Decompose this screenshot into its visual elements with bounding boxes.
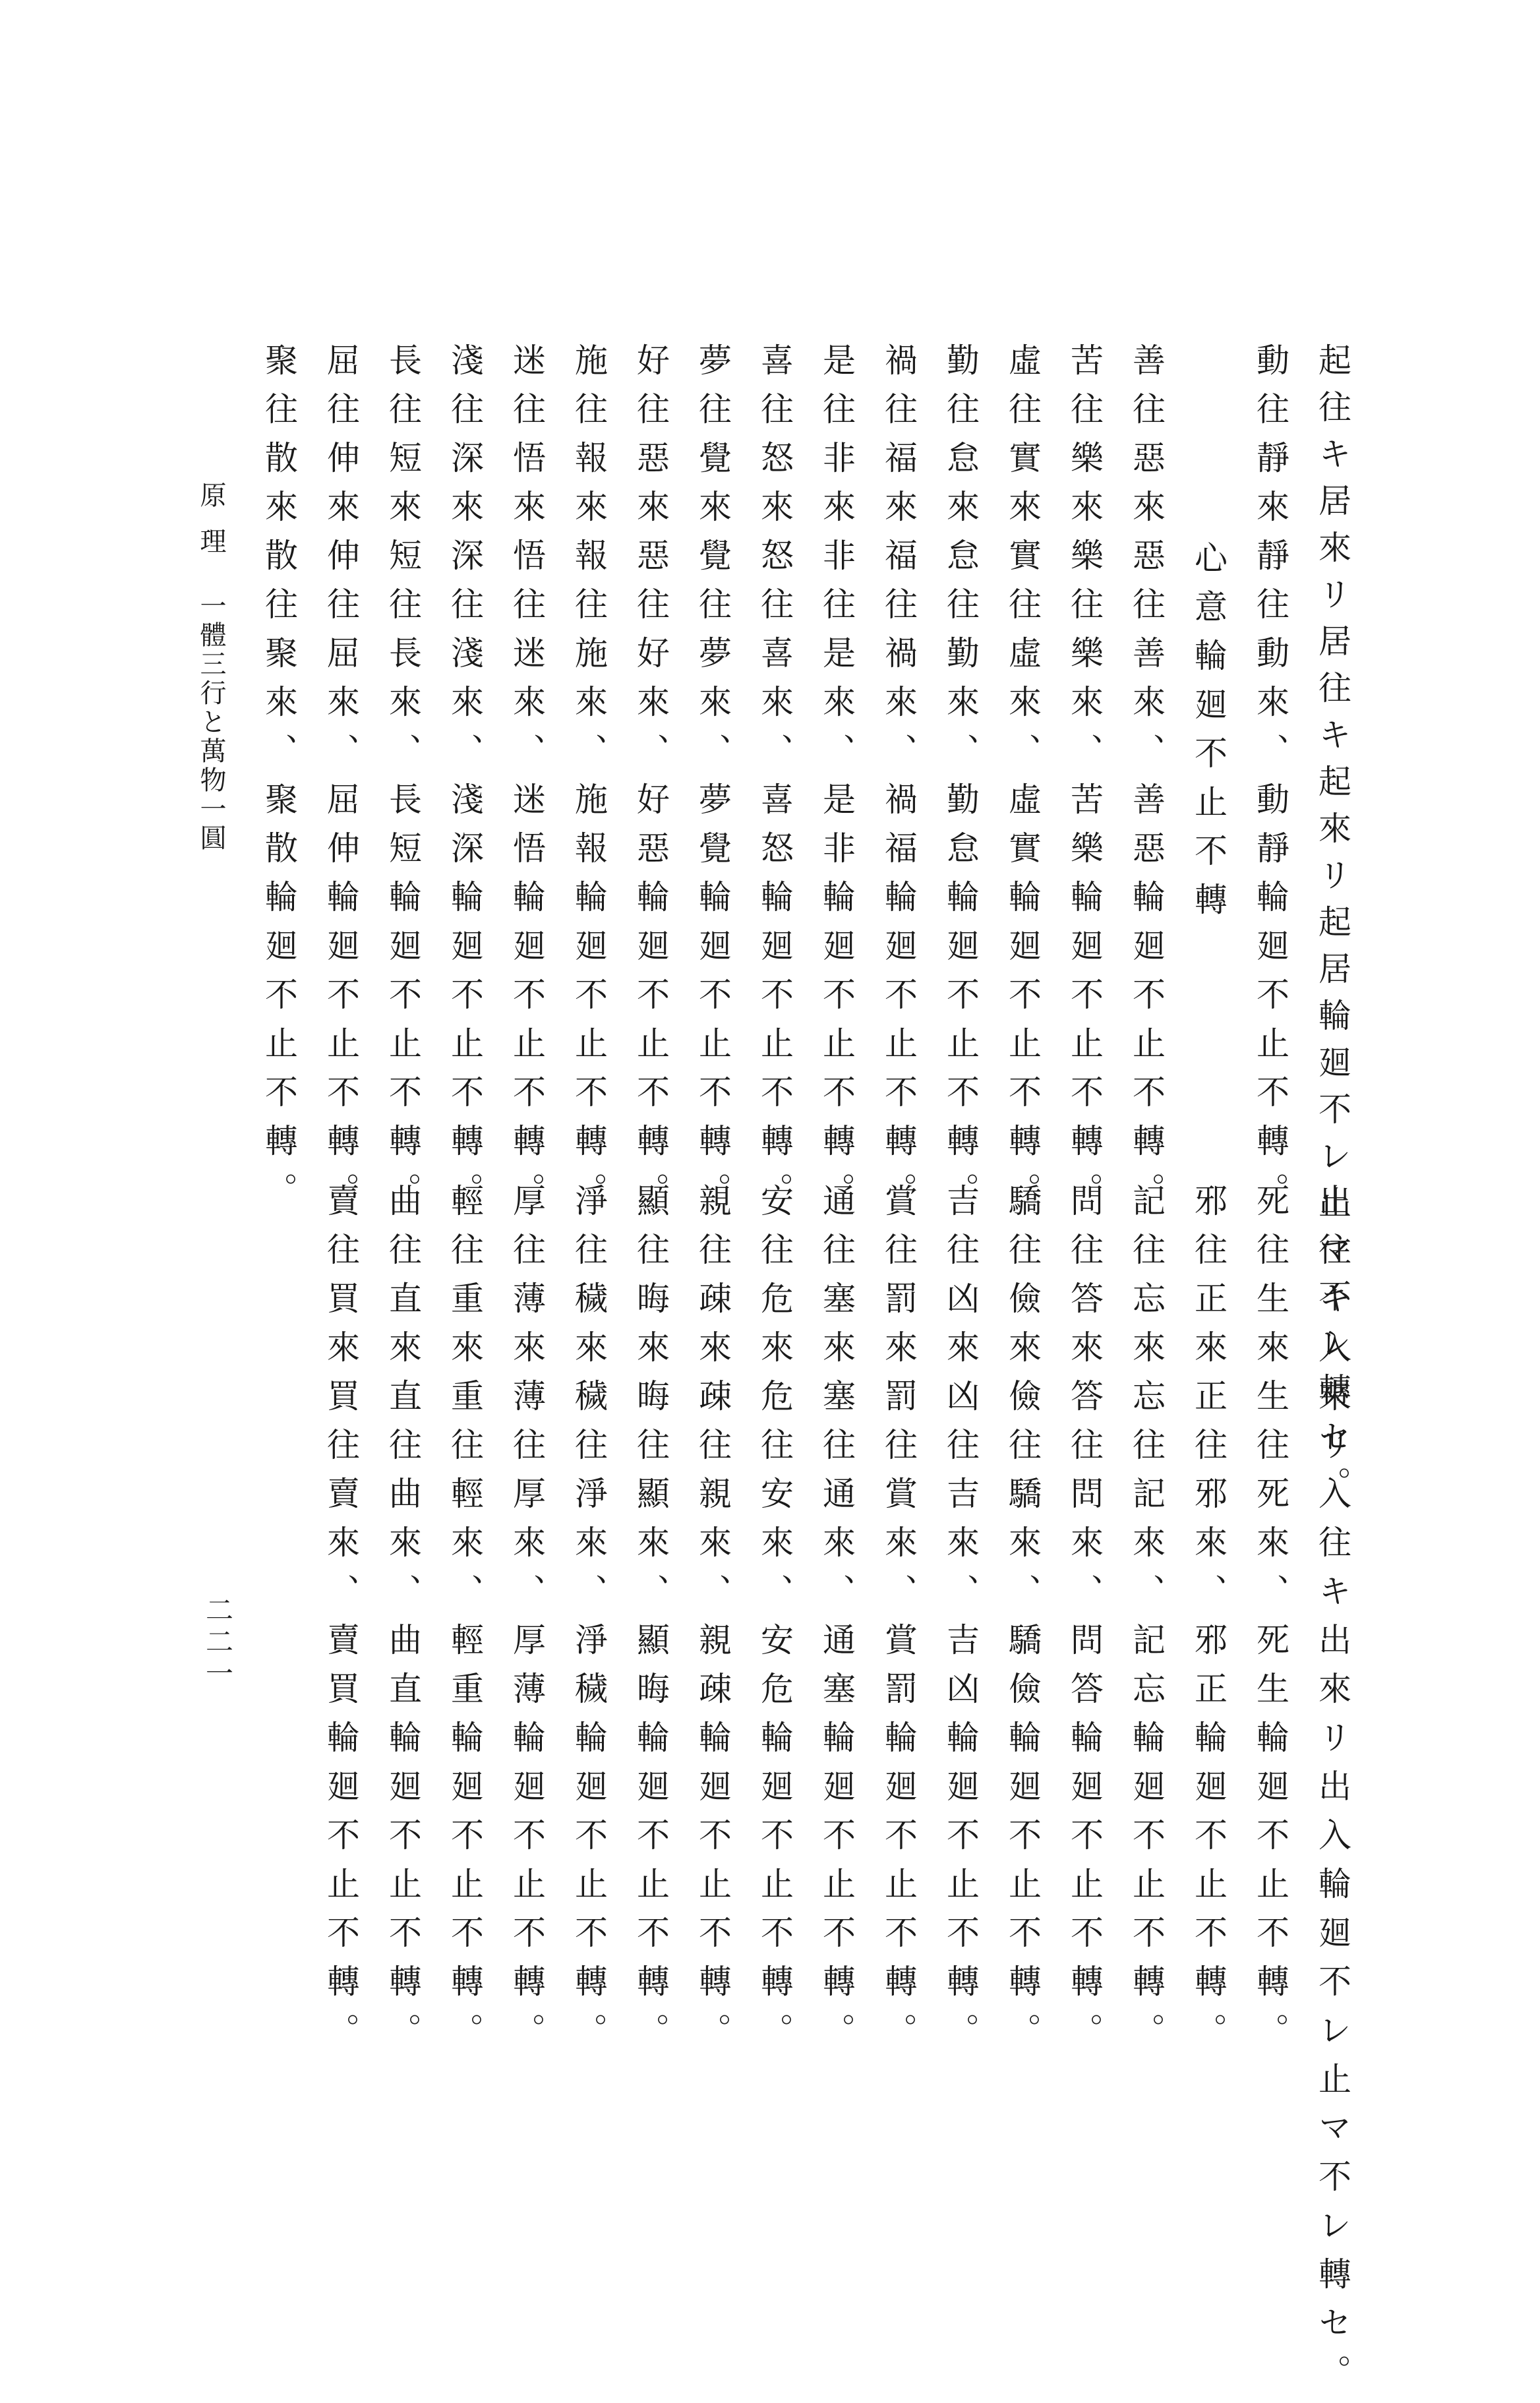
text-column: 問往答來答往問來、問答輪廻不止不轉。	[1065, 1183, 1104, 2062]
text-column: 淨往穢來穢往淨來、淨穢輪廻不止不轉。	[570, 1183, 608, 2062]
text-column: 邪往正來正往邪來、邪正輪廻不止不轉。	[1189, 1183, 1228, 2062]
text-column: 苦往樂來樂往樂來、苦樂輪廻不止不轉。	[1065, 343, 1104, 1221]
text-column: 施往報來報往施來、施報輪廻不止不轉。	[570, 343, 608, 1221]
page-number: 二二一	[202, 1595, 234, 1690]
text-column: 迷往悟來悟往迷來、迷悟輪廻不止不轉。	[508, 343, 546, 1221]
text-column: 厚往薄來薄往厚來、厚薄輪廻不止不轉。	[508, 1183, 546, 2062]
text-column: 好往惡來惡往好來、好惡輪廻不止不轉。	[632, 343, 670, 1221]
lower-text-block	[310, 1183, 1363, 2403]
text-column: 是往非來非往是來、是非輪廻不止不轉。	[817, 343, 856, 1221]
text-column: 驕往儉來儉往驕來、驕儉輪廻不止不轉。	[1003, 1183, 1042, 2062]
text-column: 顯往晦來晦往顯來、顯晦輪廻不止不轉。	[632, 1183, 670, 2062]
running-head	[191, 481, 231, 853]
text-column: 長往短來短往長來、長短輪廻不止不轉。	[384, 343, 422, 1221]
text-column: 曲往直來直往曲來、曲直輪廻不止不轉。	[384, 1183, 422, 2062]
text-column: 淺往深來深往淺來、淺深輪廻不止不轉。	[446, 343, 484, 1221]
running-head-section: 原理	[196, 481, 226, 574]
text-column: 勤往怠來怠往勤來、勤怠輪廻不止不轉。	[941, 343, 980, 1221]
text-column: 屈往伸來伸往屈來、屈伸輪廻不止不轉。	[322, 343, 360, 1221]
text-column: 出往キ入來リ入往キ出來リ出入輪廻不レ止マ不レ轉セ。	[1313, 1183, 1351, 2403]
text-column: 動往靜來靜往動來、動靜輪廻不止不轉。	[1251, 343, 1289, 1221]
text-column: 賣往買來買往賣來、賣買輪廻不止不轉。	[322, 1183, 360, 2062]
running-head-chapter: 一體三行と萬物一圓	[196, 592, 226, 853]
text-column: 夢往覺來覺往夢來、夢覺輪廻不止不轉。	[694, 343, 732, 1221]
text-column: 喜往怒來怒往喜來、喜怒輪廻不止不轉。	[755, 343, 794, 1221]
verse-title: 心意輪廻不止不轉	[1189, 541, 1228, 931]
text-column: 吉往凶來凶往吉來、吉凶輪廻不止不轉。	[941, 1183, 980, 2062]
text-column: 起往キ居來リ居往キ起來リ起居輪廻不レ止マ不レ轉セ。	[1313, 343, 1351, 1513]
text-column: 善往惡來惡往善來、善惡輪廻不止不轉。	[1127, 343, 1166, 1221]
text-column: 賞往罰來罰往賞來、賞罰輪廻不止不轉。	[879, 1183, 918, 2062]
text-column: 通往塞來塞往通來、通塞輪廻不止不轉。	[817, 1183, 856, 2062]
upper-text-block	[248, 343, 1363, 1513]
text-column: 輕往重來重往輕來、輕重輪廻不止不轉。	[446, 1183, 484, 2062]
text-column: 虛往實來實往虛來、虛實輪廻不止不轉。	[1003, 343, 1042, 1221]
text-column: 死往生來生往死來、死生輪廻不止不轉。	[1251, 1183, 1289, 2062]
text-column: 安往危來危往安來、安危輪廻不止不轉。	[755, 1183, 794, 2062]
text-column: 聚往散來散往聚來、聚散輪廻不止不轉。	[260, 343, 298, 1221]
text-column: 禍往福來福往禍來、禍福輪廻不止不轉。	[879, 343, 918, 1221]
text-column: 記往忘來忘往記來、記忘輪廻不止不轉。	[1127, 1183, 1166, 2062]
text-column: 親往疎來疎往親來、親疎輪廻不止不轉。	[694, 1183, 732, 2062]
